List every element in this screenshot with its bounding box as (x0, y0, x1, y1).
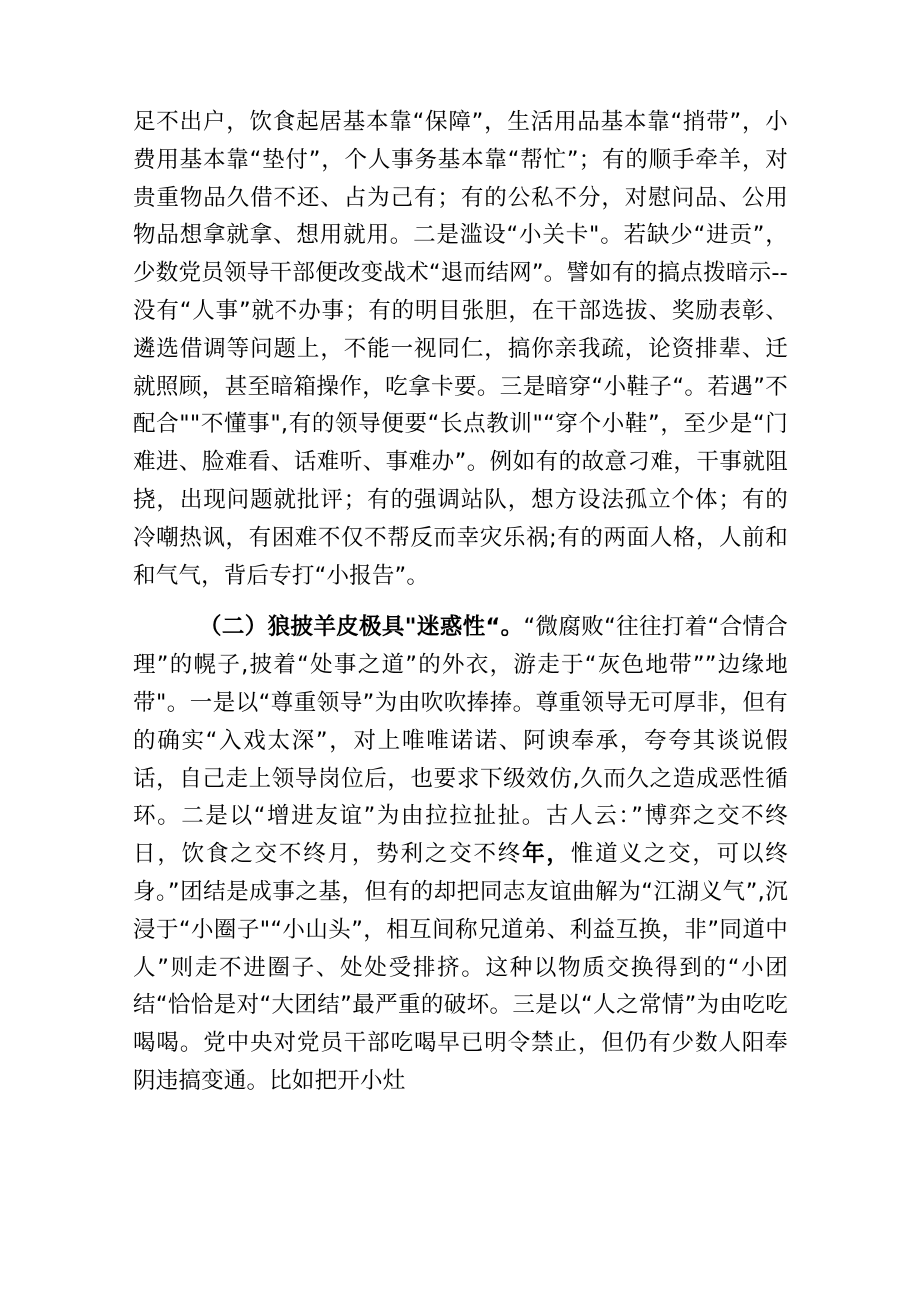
bold-text: 年， (522, 841, 571, 868)
paragraph-text: 足不出户，饮食起居基本靠“保障”，生活用品基本靠“捎带”，小费用基本靠“垫付”，个人事务基本靠“帮忙”；有的顺手牵羊，对贵重物品久借不还、占为己有；有的公私不分，对慰问品、公用物品想拿就拿、想用就用。二是滥设“小关卡"。若缺少“进贡”，少数党员领导干部便改变战术“退而结网”。譬如有的搞点拨暗示--没有“人事”就不办事；有的明目张胆，在干部选拔、奖励表彰、遴选借调等问题上，不能一视同仁，搞你亲我疏，论资排辈、迁就照顾，甚至暗箱操作，吃拿卡要。三是暗穿“小鞋子“。若遇”不配合""不懂事",有的领导便要“长点教训"“穿个小鞋”，至少是“门难进、脸难看、话难听、事难办”。例如有的故意刁难，干事就阻挠，出现问题就批评；有的强调站队，想方设法孤立个体；有的冷嘲热讽，有困难不仅不帮反而幸灾乐祸;有的两面人格，人前和和气气，背后专打“小报告”。 (133, 109, 788, 589)
document-page (133, 104, 788, 1101)
paragraph-text: 惟道义之交，可以终身。”团结是成事之基，但有的却把同志友谊曲解为“江湖义气”,沉浸于“小圈子"“小山头”，相互间称兄道弟、利益互换，非”同道中人”则走不进圈子、处处受排挤。这种以物质交换得到的“小团结“恰恰是对“大团结”最严重的破坏。三是以“人之常情”为由吃吃喝喝。党中央对党员干部吃喝早已明令禁止，但仍有少数人阳奉阴违搞变通。比如把开小灶 (133, 841, 788, 1094)
paragraph-continuation (133, 104, 788, 595)
section-heading: （二）狼披羊皮极具"迷惑性“。 (199, 614, 524, 641)
paragraph-text: “微腐败“往往打着“合情合理”的幌子,披着“处事之道”的外衣，游走于“灰色地带””边缘地带"。一是以“尊重领导”为由吹吹捧捧。尊重领导无可厚非，但有的确实“入戏太深”，对上唯唯诺诺、阿谀奉承，夸夸其谈说假话，自己走上领导岗位后，也要求下级效仿,久而久之造成恶性循环。二是以“增进友谊”为由拉拉扯扯。古人云：”博弈之交不终日，饮食之交不终月，势利之交不终 (133, 614, 788, 868)
paragraph-section-two (133, 609, 788, 1100)
